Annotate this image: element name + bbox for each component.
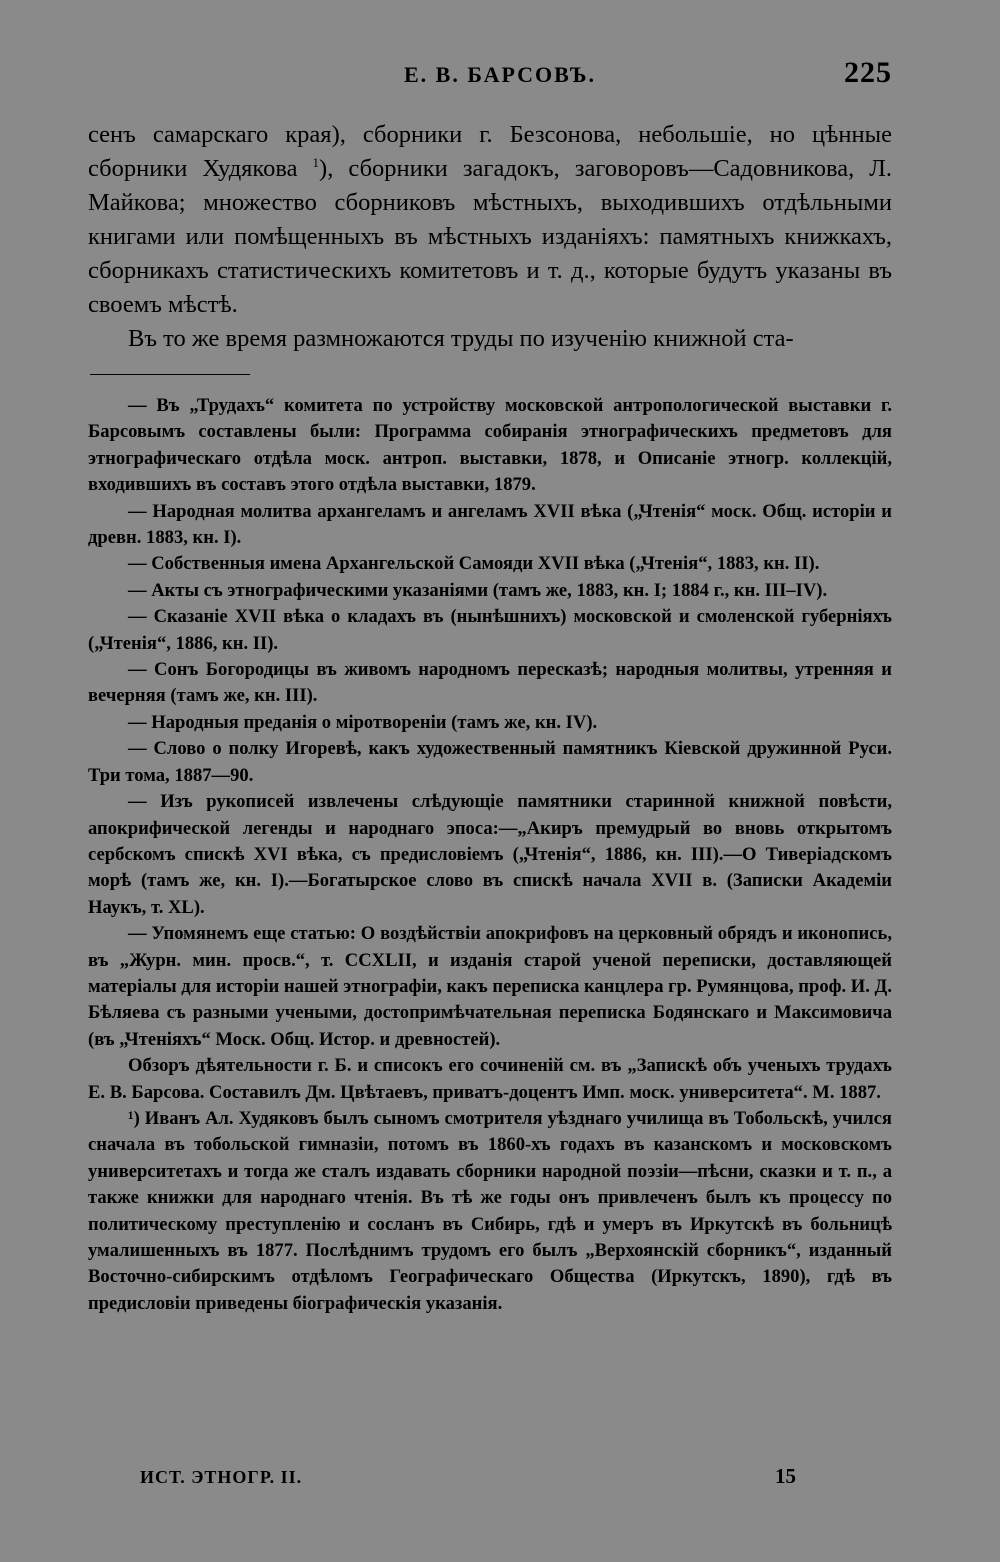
body-paragraph: Въ то же время размножаются труды по изученію книжной ста- (128, 325, 794, 352)
note-item: Обзоръ дѣятельности г. Б. и списокъ его сочиненій см. въ „Запискѣ объ ученыхъ трудахъ Е. В. Барсова. Составилъ Дм. Цвѣтаевъ, приватъ-доцентъ Имп. моск. университета“. М. 1887. (88, 1055, 892, 1103)
sheet-number: 15 (775, 1464, 796, 1488)
note-item: — Слово о полку Игоревѣ, какъ художественный памятникъ Кіевской дружинной Руси. Три тома, 1887—90. (88, 738, 892, 786)
note-item: — Собственныя имена Архангельской Самояди XVII вѣка („Чтенія“, 1883, кн. II). (128, 553, 820, 575)
note-item: — Народныя преданія о міротвореніи (тамъ же, кн. IV). (128, 711, 598, 733)
main-text (88, 118, 892, 356)
note-item: — Акты съ этнографическими указаніями (тамъ же, 1883, кн. I; 1884 г., кн. III–IV). (128, 579, 828, 601)
running-header-author: Е. В. БАРСОВЪ. (403, 62, 597, 87)
note-item: — Сказаніе XVII вѣка о кладахъ въ (нынѣшнихъ) московской и смоленской губерніяхъ („Чтенія“, 1886, кн. II). (88, 606, 892, 654)
body-paragraph-text: сенъ самарскаго края), сборники г. Безсонова, небольшіе, но цѣнные сборники Худякова (88, 121, 892, 182)
note-item: — Народная молитва архангеламъ и ангеламъ XVII вѣка („Чтенія“ моск. Общ. исторіи и древн. 1883, кн. I). (88, 500, 892, 549)
body-paragraph-text-continued: ), сборники загадокъ, заговоровъ—Садовникова, Л. Майкова; множество сборниковъ мѣстныхъ, выходившихъ отдѣльными книгами или помѣщенныхъ въ мѣстныхъ изданіяхъ: памятныхъ книжкахъ, сборникахъ статистическихъ комитетовъ и т. д., которые будутъ указаны въ своемъ мѣстѣ. (88, 155, 893, 318)
footnote-text: ) Иванъ Ал. Худяковъ былъ сыномъ смотрителя уѣзднаго училища въ Тобольскѣ, учился сначала въ тобольской гимназіи, потомъ въ 1860-хъ годахъ въ казанскомъ и московскомъ университетахъ и тогда же сталъ издавать сборники народной поэзіи—пѣсни, сказки и т. п., а также книжки для народнаго чтенія. Въ тѣ же годы онъ привлеченъ былъ къ процессу по политическому преступленію и сосланъ въ Сибирь, гдѣ и умеръ въ Иркутскѣ въ больницѣ умалишенныхъ въ 1877. Послѣднимъ трудомъ его былъ „Верхоянскій сборникъ“, изданный Восточно-сибирскимъ отдѣломъ Географическаго Общества (Иркутскъ, 1890), гдѣ въ предисловіи приведены біографическія указанія. (88, 1107, 892, 1314)
bibliography-notes (88, 393, 892, 1317)
footnote-mark: ¹ (128, 1107, 134, 1129)
note-item: — Въ „Трудахъ“ комитета по устройству московской антропологической выставки г. Барсовымъ составлены были: Программа собиранія этнографическихъ предметовъ для этнографическаго отдѣла моск. антроп. выставки, 1878, и Описаніе этногр. коллекцій, входившихъ въ составъ этого отдѣла выставки, 1879. (88, 395, 892, 496)
footnote-reference: 1 (312, 154, 320, 170)
note-item: — Сонъ Богородицы въ живомъ народномъ пересказѣ; народныя молитвы, утренняя и вечерняя (тамъ же, кн. III). (88, 659, 892, 707)
page-number: 225 (844, 56, 892, 89)
body-paragraph (88, 118, 892, 322)
separator-rule (90, 374, 250, 375)
sheet-signature: ИСТ. ЭТНОГР. II. (140, 1467, 303, 1487)
note-item: — Упомянемъ еще статью: О воздѣйствіи апокрифовъ на церковный обрядъ и иконопись, въ „Журн. мин. просв.“, т. CCXLII, и изданія старой ученой переписки, доставляющей матеріалы для исторіи нашей этнографіи, какъ переписка канцлера гр. Румянцова, проф. И. Д. Бѣляева съ разными учеными, достопримѣчательная переписка Бодянскаго и Максимовича (въ „Чтеніяхъ“ Моск. Общ. Истор. и древностей). (88, 923, 892, 1050)
note-item: — Изъ рукописей извлечены слѣдующіе памятники старинной книжной повѣсти, апокрифической легенды и народнаго эпоса:—„Акиръ премудрый во вновь открытомъ сербскомъ спискѣ XVI вѣка, съ предисловіемъ („Чтенія“, 1886, кн. III).—О Тиверіадскомъ морѣ (тамъ же, кн. I).—Богатырское слово въ спискѣ начала XVII в. (Записки Академіи Наукъ, т. XL). (88, 791, 892, 918)
footnote (88, 1106, 892, 1317)
